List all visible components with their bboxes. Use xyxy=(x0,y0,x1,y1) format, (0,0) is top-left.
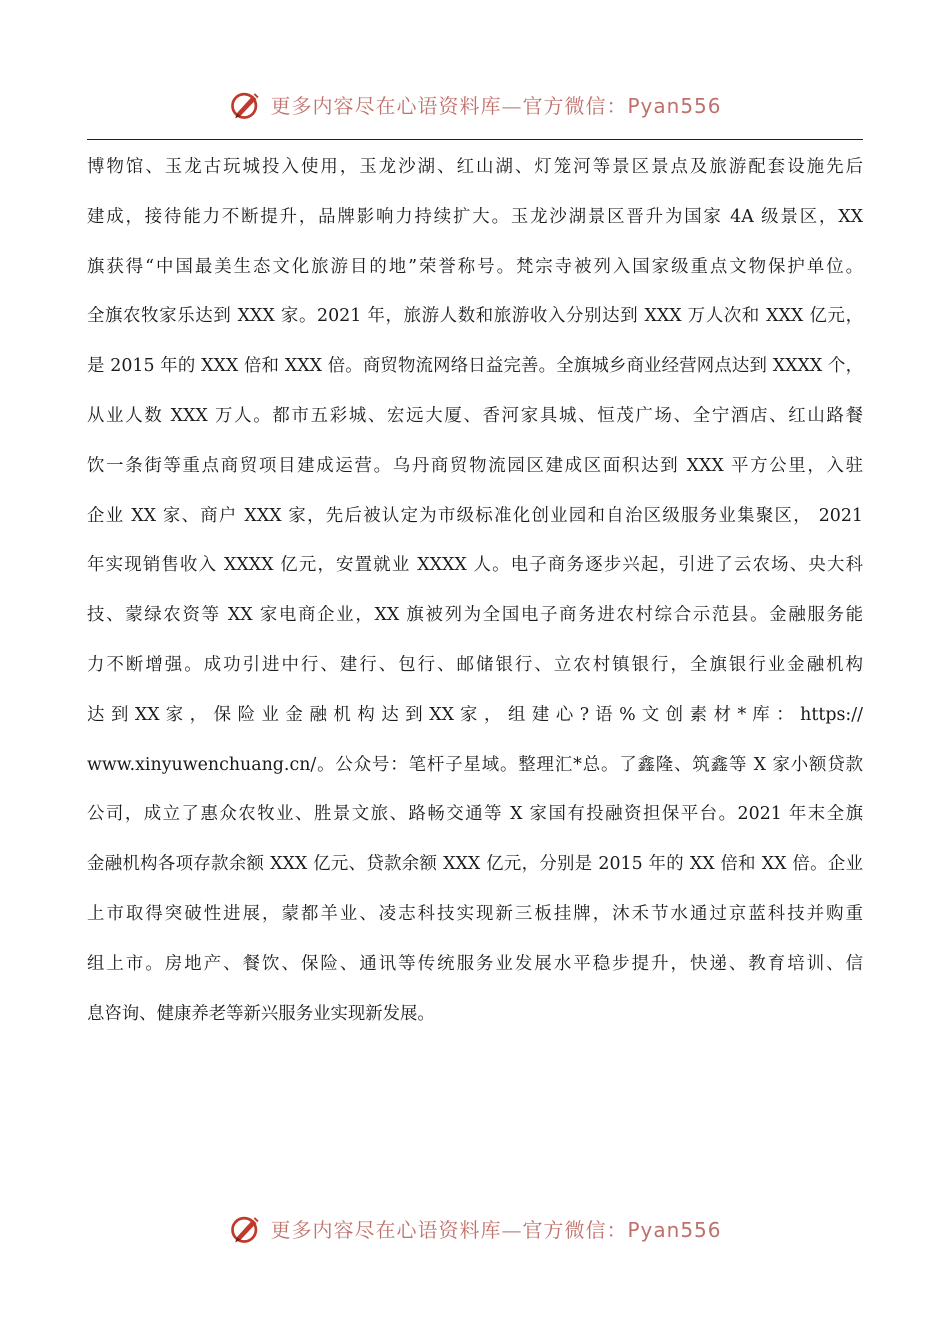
header-banner-wechat: 官方微信： xyxy=(522,93,628,118)
body-line: 金融机构各项存款余额 XXX 亿元、贷款余额 XXX 亿元，分别是 2015 年的 XX 倍和 XX 倍。企业 xyxy=(87,854,863,875)
body-paragraph xyxy=(87,143,863,1039)
body-line: 年实现销售收入 XXXX 亿元，安置就业 XXXX 人。电子商务逐步兴起，引进了云农场、央大科 xyxy=(87,555,863,576)
pen-logo-icon xyxy=(228,1210,264,1246)
footer-banner-main: 更多内容尽在心语资料库 xyxy=(270,1217,502,1242)
body-line: 上市取得突破性进展，蒙都羊业、凌志科技实现新三板挂牌，沐禾节水通过京蓝科技并购重 xyxy=(87,903,863,924)
footer-banner-id: Pyan556 xyxy=(627,1217,722,1242)
header-banner-content xyxy=(228,86,721,122)
body-line: 组上市。房地产、餐饮、保险、通讯等传统服务业发展水平稳步提升，快递、教育培训、信 xyxy=(87,953,863,974)
footer-banner-wechat: 官方微信： xyxy=(522,1217,628,1242)
body-line: 企业 XX 家、商户 XXX 家，先后被认定为市级标准化创业园和自治区级服务业集聚区， 2021 xyxy=(87,505,863,526)
footer-banner-content xyxy=(228,1210,721,1246)
header-banner-id: Pyan556 xyxy=(627,93,722,118)
header-banner-text xyxy=(270,90,721,119)
footer-banner xyxy=(0,1208,950,1248)
body-line: 建成，接待能力不断提升，品牌影响力持续扩大。玉龙沙湖景区晋升为国家 4A 级景区，XX xyxy=(87,206,863,227)
header-rule xyxy=(87,139,863,140)
body-line: 公司，成立了惠众农牧业、胜景文旅、路畅交通等 X 家国有投融资担保平台。2021 年末全旗 xyxy=(87,804,863,825)
pen-logo-icon xyxy=(228,86,264,122)
body-line: www.xinyuwenchuang.cn/。公众号：笔杆子星域。整理汇*总。了鑫隆、筑鑫等 X 家小额贷款 xyxy=(87,754,863,775)
header-banner xyxy=(0,84,950,124)
body-line: 技、蒙绿农资等 XX 家电商企业，XX 旗被列为全国电子商务进农村综合示范县。金融服务能 xyxy=(87,605,863,626)
body-line: 息咨询、健康养老等新兴服务业实现新发展。 xyxy=(87,1003,435,1024)
body-line: 力不断增强。成功引进中行、建行、包行、邮储银行、立农村镇银行，全旗银行业金融机构 xyxy=(87,654,863,675)
footer-banner-text xyxy=(270,1214,721,1243)
body-line: 全旗农牧家乐达到 XXX 家。2021 年，旅游人数和旅游收入分别达到 XXX 万人次和 XXX 亿元， xyxy=(87,306,863,327)
header-banner-dash: — xyxy=(501,93,523,118)
body-line: 饮一条街等重点商贸项目建成运营。乌丹商贸物流园区建成区面积达到 XXX 平方公里，入驻 xyxy=(87,455,863,476)
body-line: 从业人数 XXX 万人。都市五彩城、宏远大厦、香河家具城、恒茂广场、全宁酒店、红山路餐 xyxy=(87,405,863,426)
body-line: 是 2015 年的 XXX 倍和 XXX 倍。商贸物流网络日益完善。全旗城乡商业经营网点达到 XXXX 个， xyxy=(87,356,863,377)
header-banner-main: 更多内容尽在心语资料库 xyxy=(270,93,502,118)
footer-banner-dash: — xyxy=(501,1217,523,1242)
body-line: 达 到 XX 家 ， 保 险 业 金 融 机 构 达 到 XX 家 ， 组 建 心 ? 语 % 文 创 素 材 * 库 ： https:// xyxy=(87,704,863,725)
body-line: 博物馆、玉龙古玩城投入使用，玉龙沙湖、红山湖、灯笼河等景区景点及旅游配套设施先后 xyxy=(87,157,863,177)
body-line: 旗获得“中国最美生态文化旅游目的地”荣誉称号。梵宗寺被列入国家级重点文物保护单位。 xyxy=(87,256,863,277)
